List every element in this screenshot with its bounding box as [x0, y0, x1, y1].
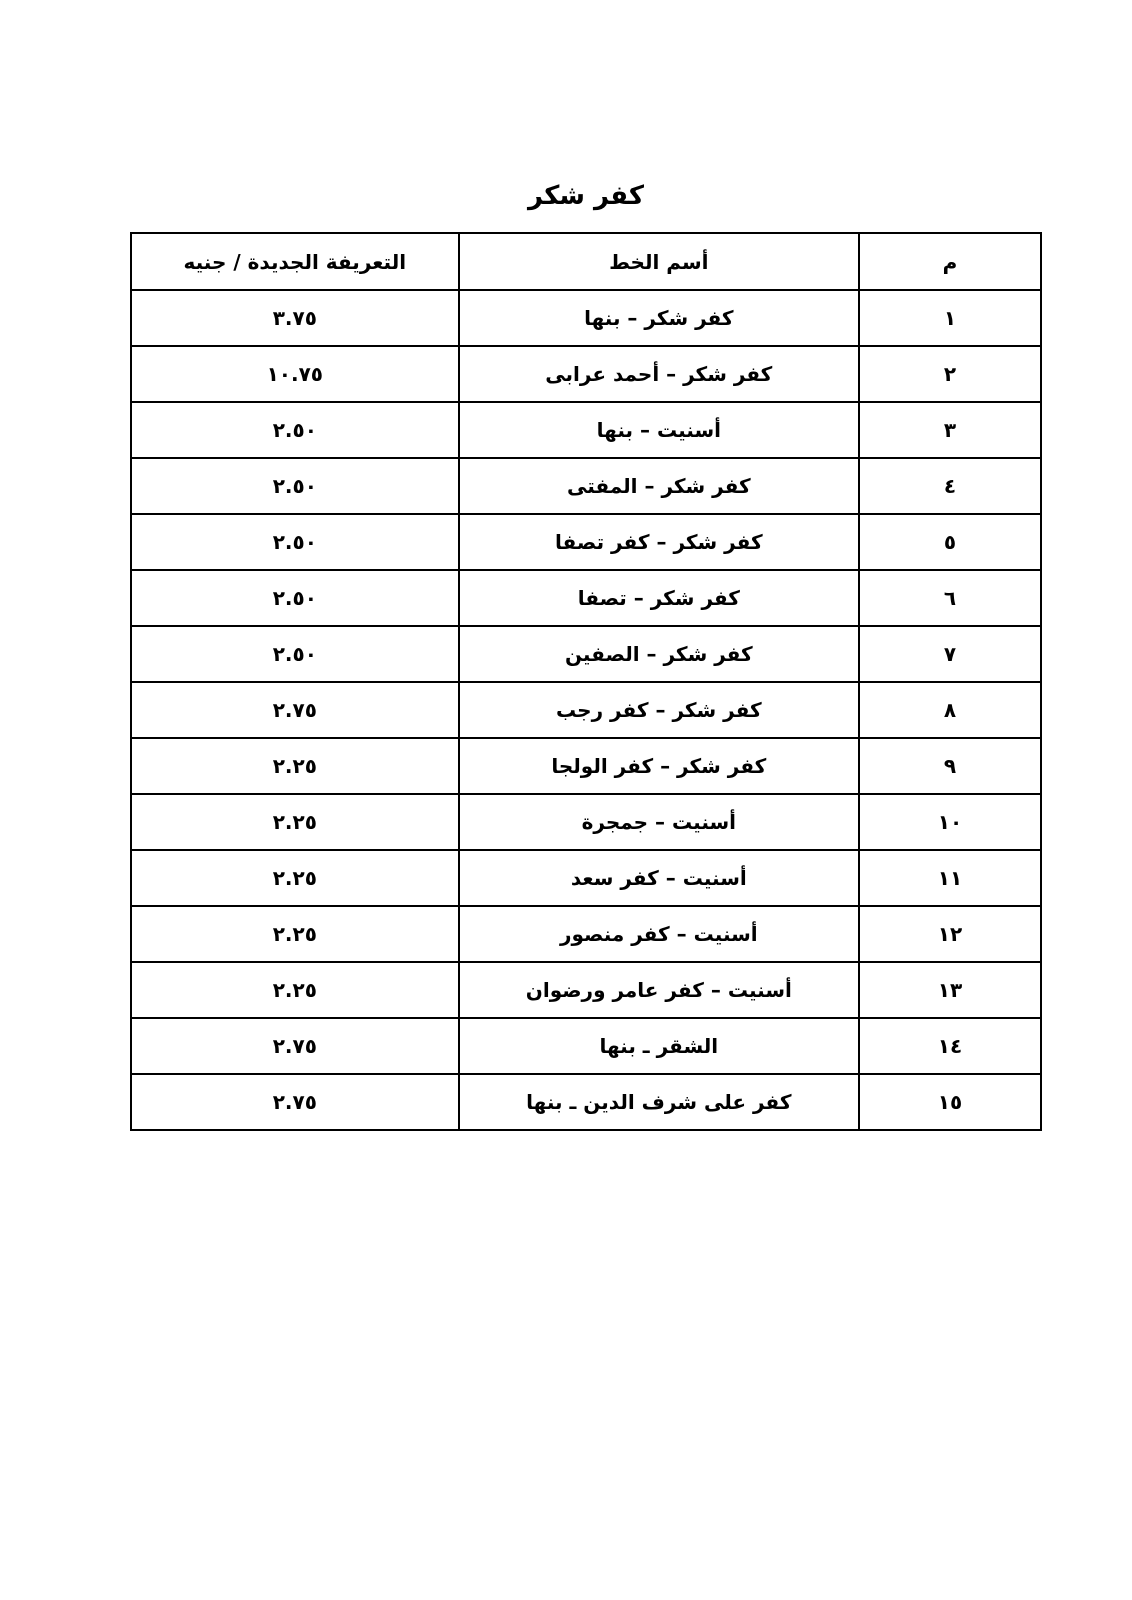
row-index-cell: ٥	[859, 514, 1041, 570]
page-title: كفر شكر	[528, 181, 644, 211]
tariff-value-cell: ٢.٢٥	[131, 850, 459, 906]
row-index-cell: ١٤	[859, 1018, 1041, 1074]
tariff-value-cell: ١٠.٧٥	[131, 346, 459, 402]
table-row	[131, 738, 1041, 794]
table-row	[131, 346, 1041, 402]
row-index-cell: ٨	[859, 682, 1041, 738]
line-name-cell: أسنيت – كفر منصور	[459, 906, 859, 962]
table-row	[131, 794, 1041, 850]
tariff-value-cell: ٢.٢٥	[131, 738, 459, 794]
tariff-value-cell: ٢.٥٠	[131, 626, 459, 682]
row-index-cell: ١٠	[859, 794, 1041, 850]
table-row	[131, 1074, 1041, 1130]
tariff-value-cell: ٢.٧٥	[131, 1074, 459, 1130]
line-name-cell: كفر شكر – الصفين	[459, 626, 859, 682]
line-name-cell: كفر شكر – أحمد عرابى	[459, 346, 859, 402]
row-index-cell: ٧	[859, 626, 1041, 682]
tariff-value-cell: ٢.٢٥	[131, 962, 459, 1018]
line-name-cell: كفر شكر – تصفا	[459, 570, 859, 626]
tariff-value-cell: ٢.٢٥	[131, 794, 459, 850]
table-row	[131, 850, 1041, 906]
table-body	[131, 290, 1041, 1130]
line-name-cell: كفر شكر – المفتى	[459, 458, 859, 514]
row-index-cell: ٣	[859, 402, 1041, 458]
row-index-cell: ١٢	[859, 906, 1041, 962]
table-row	[131, 402, 1041, 458]
row-index-cell: ٦	[859, 570, 1041, 626]
tariff-table	[130, 232, 1042, 1131]
line-name-cell: كفر شكر – بنها	[459, 290, 859, 346]
table-row	[131, 682, 1041, 738]
tariff-value-cell: ٢.٧٥	[131, 1018, 459, 1074]
row-index-cell: ٩	[859, 738, 1041, 794]
line-name-cell: أسنيت – كفر سعد	[459, 850, 859, 906]
row-index-cell: ١٣	[859, 962, 1041, 1018]
tariff-value-cell: ٢.٥٠	[131, 458, 459, 514]
tariff-value-cell: ٣.٧٥	[131, 290, 459, 346]
row-index-cell: ٤	[859, 458, 1041, 514]
table-row	[131, 570, 1041, 626]
line-name-cell: كفر على شرف الدين ـ بنها	[459, 1074, 859, 1130]
line-name-cell: الشقر ـ بنها	[459, 1018, 859, 1074]
line-name-cell: أسنيت – كفر عامر ورضوان	[459, 962, 859, 1018]
table-row	[131, 458, 1041, 514]
tariff-value-cell: ٢.٧٥	[131, 682, 459, 738]
tariff-value-cell: ٢.٥٠	[131, 514, 459, 570]
col-header-index: م	[859, 233, 1041, 290]
table-row	[131, 962, 1041, 1018]
table-row	[131, 626, 1041, 682]
row-index-cell: ١	[859, 290, 1041, 346]
col-header-tariff: التعريفة الجديدة / جنيه	[131, 233, 459, 290]
line-name-cell: كفر شكر – كفر رجب	[459, 682, 859, 738]
table-row	[131, 514, 1041, 570]
table-row	[131, 290, 1041, 346]
line-name-cell: كفر شكر – كفر تصفا	[459, 514, 859, 570]
line-name-cell: أسنيت – بنها	[459, 402, 859, 458]
tariff-value-cell: ٢.٥٠	[131, 570, 459, 626]
tariff-value-cell: ٢.٢٥	[131, 906, 459, 962]
row-index-cell: ١١	[859, 850, 1041, 906]
tariff-value-cell: ٢.٥٠	[131, 402, 459, 458]
line-name-cell: كفر شكر – كفر الولجا	[459, 738, 859, 794]
row-index-cell: ١٥	[859, 1074, 1041, 1130]
line-name-cell: أسنيت – جمجرة	[459, 794, 859, 850]
col-header-line-name: أسم الخط	[459, 233, 859, 290]
row-index-cell: ٢	[859, 346, 1041, 402]
table-row	[131, 906, 1041, 962]
table-row	[131, 1018, 1041, 1074]
table-header-row	[131, 233, 1041, 290]
